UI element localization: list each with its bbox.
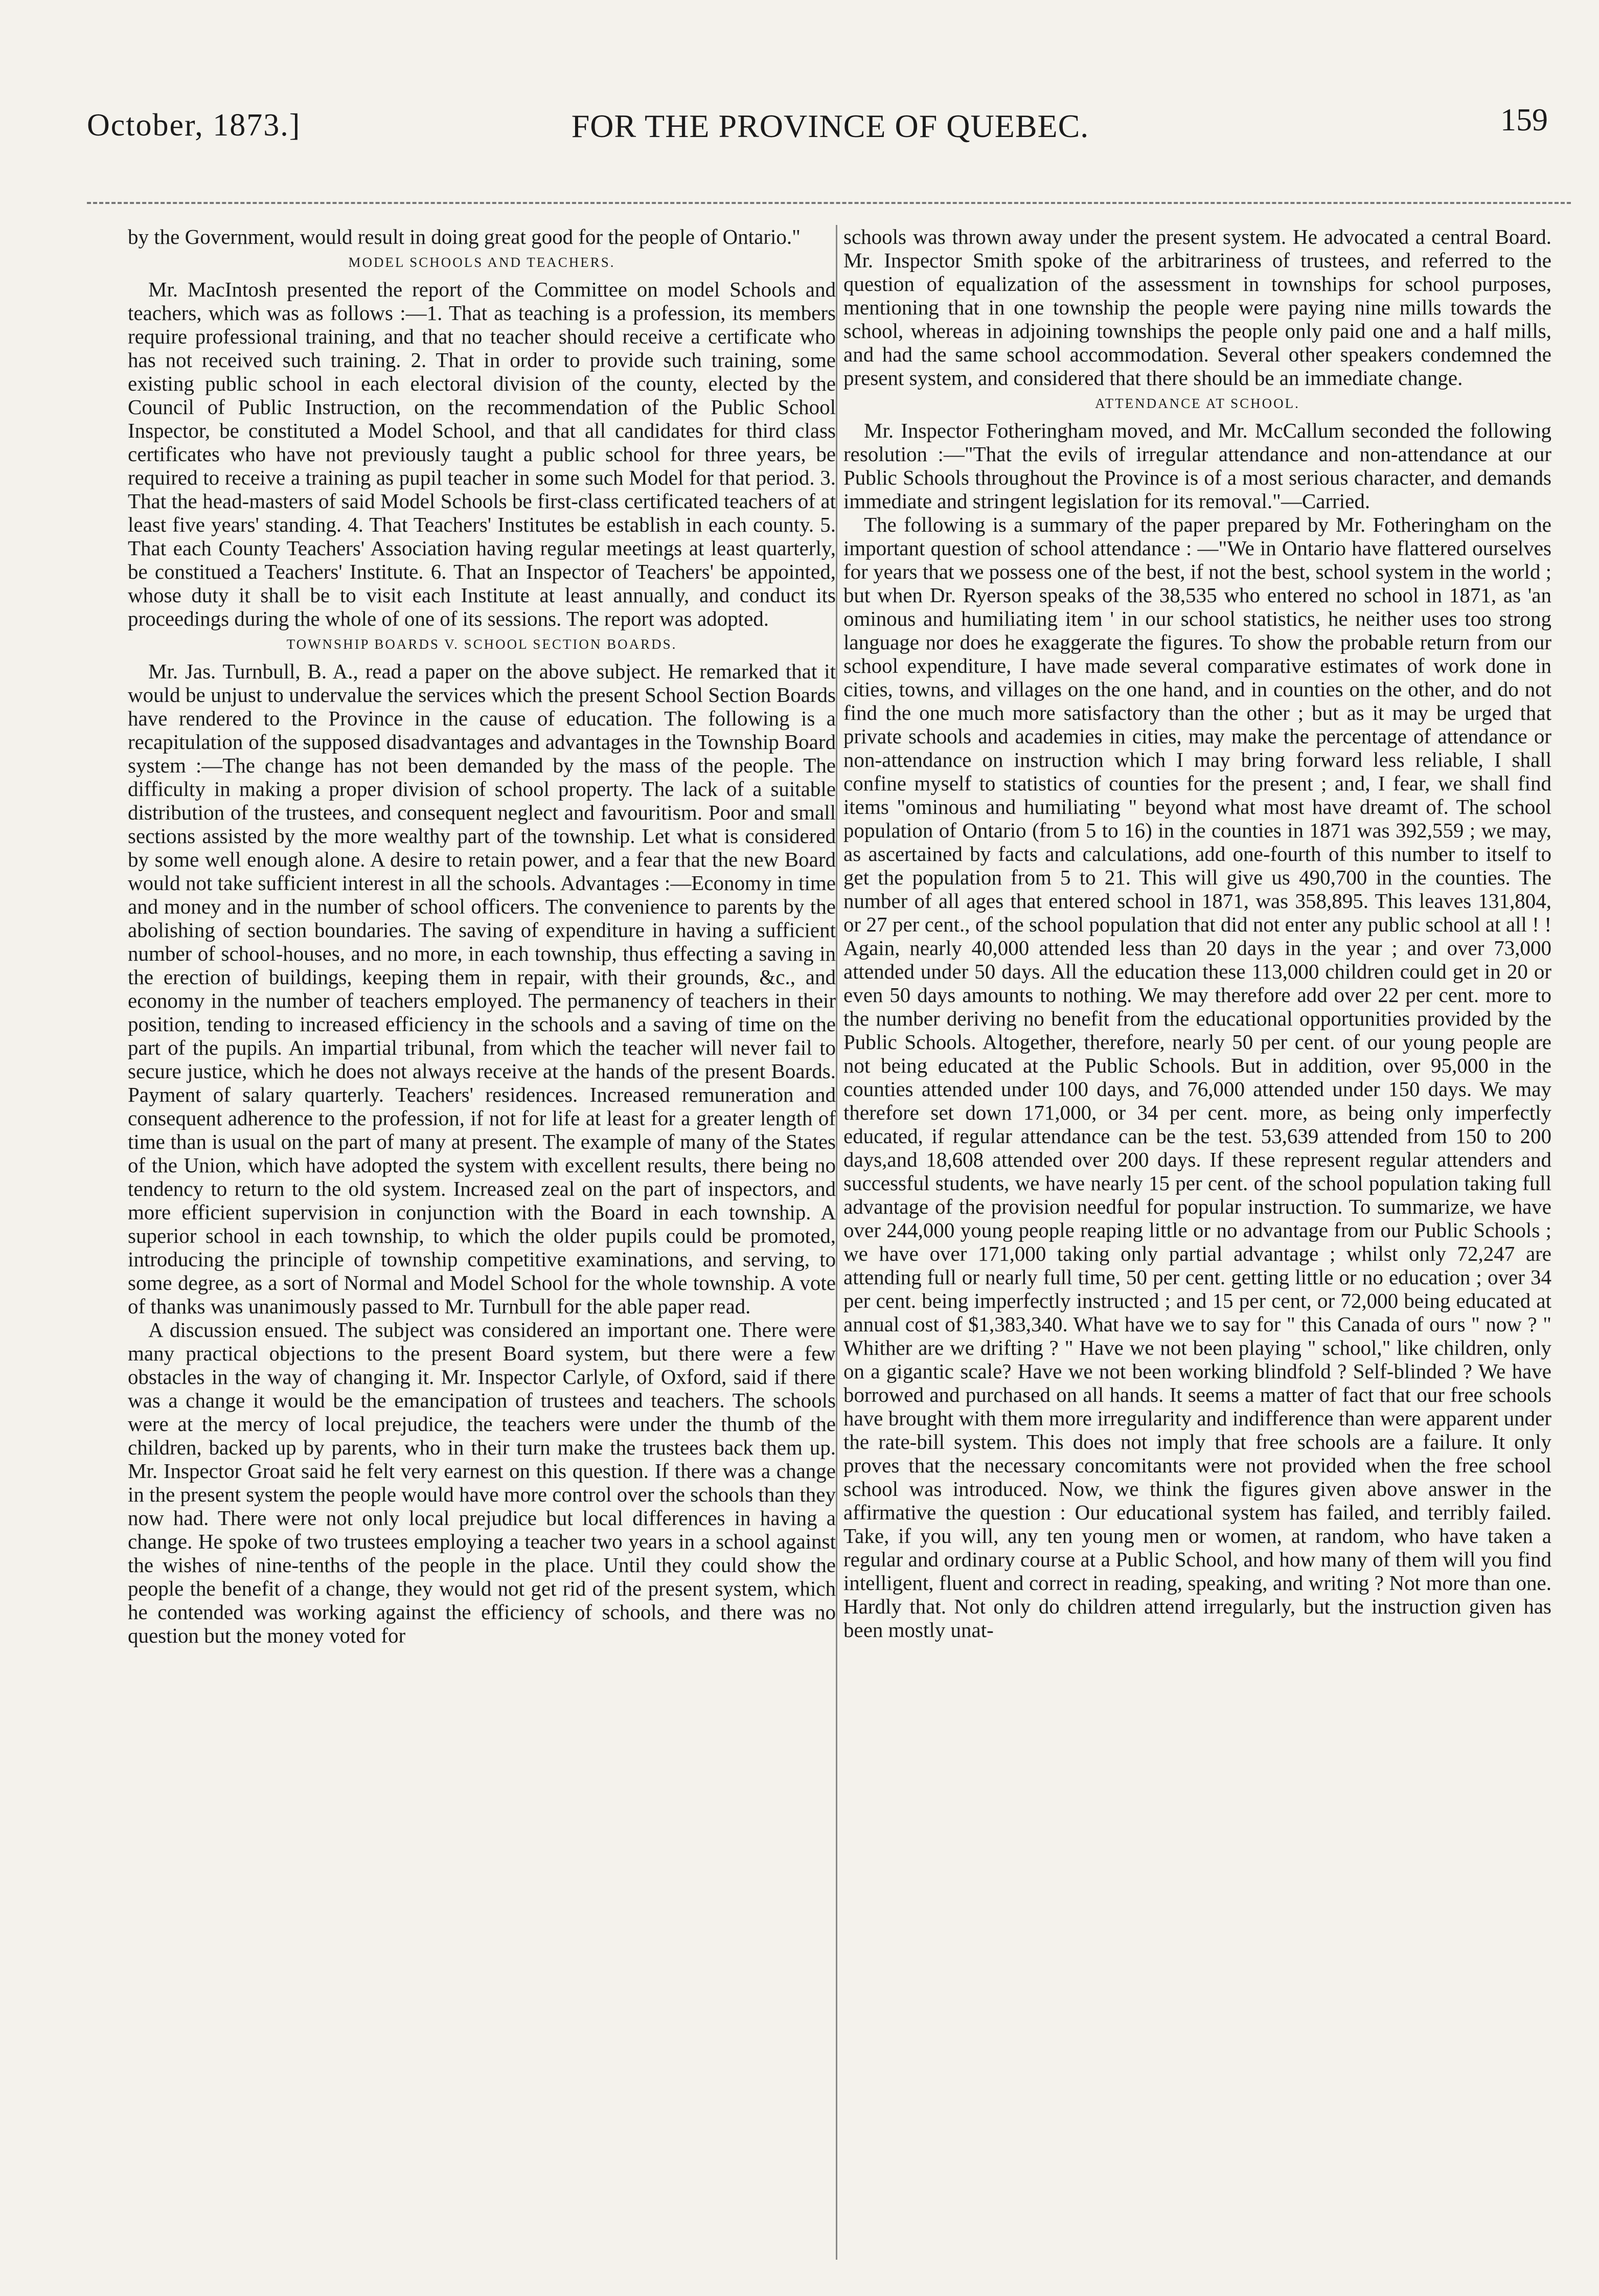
header-rule [87,202,1571,204]
section-heading-attendance: ATTENDANCE AT SCHOOL. [1095,396,1300,411]
page-number: 159 [1500,103,1548,138]
article-columns [128,225,1590,2260]
discussion-paragraph: A discussion ensued. The subject was considered an important one. There were many practical objections to the present Board system, but there were a few obstacles in the way of changing it. Mr. Inspector Carlyle, of Oxford, said if there was a change it would be the emancipation of trustees and teachers. The schools were at the mercy of local prejudice, the teachers were under the thumb of the children, backed up by parents, who in their turn make the trustees back them up. Mr. Inspector Groat said he felt very earnest on this question. If there was a change in the present system the people would have more control over the schools than they now had. There were not only local prejudice but local differences in having a change. He spoke of two trustees employing a teacher two years in a school against the wishes of nine-tenths of the people in the place. Until they could show the people the benefit of a change, they would not get rid of the present system, which he contended was working against the efficiency of schools, and there was no question but the money voted for [128,1318,836,1647]
header-date: October, 1873.] [87,108,301,143]
right-column [843,225,1551,2260]
model-schools-paragraph: Mr. MacIntosh presented the report of the Committee on model Schools and teachers, which was as follows :—1. That as teaching is a profession, its members require professional training, and that no teacher should receive a certificate who has not received such training. 2. That in order to provide such training, some existing public school in each electoral division of the county, elected by the Council of Public Instruction, on the recommendation of the Public School Inspector, be constituted a Model School, and that all candidates for third class certificates who have not previously taught a public school for three years, be required to receive a training as pupil teacher in some such Model for that period. 3. That the head-masters of said Model Schools be first-class certificated teachers of at least five years' standing. 4. That Teachers' Institutes be establish in each county. 5. That each County Teachers' Association having regular meetings at least quarterly, be constitued a Teachers' Institute. 6. That an Inspector of Teachers' be appointed, whose duty it shall be to visit each Institute at least annually, and conduct its proceedings during the whole of one of its sessions. The report was adopted. [128,278,836,630]
left-column [128,225,836,2260]
attendance-summary-paragraph: The following is a summary of the paper prepared by Mr. Fotheringham on the important question of school attendance : —"We in Ontario have flattered ourselves for years that we possess one of the best, if not the best, school system in the world ; but when Dr. Ryerson speaks of the 38,535 who entered no school in 1871, as 'an ominous and humiliating item ' in our school statistics, he neither uses too strong language nor does he exaggerate the figures. To show the probable return from our school expenditure, I have made several comparative estimates of work done in cities, towns, and villages on the one hand, and in counties on the other, and do not find the one much more satisfactory than the other ; but as it may be urged that private schools and academies in cities, may make the percentage of attendance or non-attendance on instruction which I may bring forward less reliable, I shall confine myself to statistics of counties for the present ; and, I fear, we shall find items "ominous and humiliating " beyond what most have dreamt of. The school population of Ontario (from 5 to 16) in the counties in 1871 was 392,559 ; we may, as ascertained by facts and calculations, add one-fourth of this number to itself to get the population from 5 to 21. This will give us 490,700 in the counties. The number of all ages that entered school in 1871, was 358,895. This leaves 131,804, or 27 per cent., of the school population that did not enter any public school at all ! ! Again, nearly 40,000 attended less than 20 days in the year ; and over 73,000 attended under 50 days. All the education these 113,000 children could get in 20 or even 50 days amounts to nothing. We may therefore add over 22 per cent. more to the number deriving no benefit from the educational opportunities provided by the Public Schools. Altogether, therefore, nearly 50 per cent. of our young people are not being educated at the Public Schools. But in addition, over 95,000 in the counties attended under 100 days, and 76,000 attended under 150 days. We may therefore set down 171,000, or 34 per cent. more, as being only imperfectly educated, if regular attendance can be the test. 53,639 attended from 150 to 200 days,and 18,608 attended over 200 days. If these represent regular attenders and successful students, we have nearly 15 per cent. of the school population taking full advantage of the provision needful for popular instruction. To summarize, we have over 244,000 young people reaping little or no advantage from our Public Schools ; we have over 171,000 taking only partial advantage ; whilst only 72,247 are attending full or nearly full time, 50 per cent. getting little or no education ; over 34 per cent. being imperfectly instructed ; and 15 per cent, or 72,000 being educated at annual cost of $1,383,340. What have we to say for " this Canada of ours " now ? " Whither are we drifting ? " Have we not been playing " school," like children, only on a gigantic scale? Have we not been working blindfold ? Self-blinded ? We have borrowed and purchased on all hands. It seems a matter of fact that our free schools have brought with them more irregularity and indifference than were apparent under the rate-bill system. This does not imply that free schools are a failure. It only proves that the necessary concomitants were not provided when the free school school was introduced. Now, we think the figures given above answer in the affirmative the question : Our educational system has failed, and terribly failed. Take, if you will, any ten young men or women, at random, who have taken a regular and ordinary course at a Public School, and how many of them will you find intelligent, fluent and correct in reading, speaking, and writing ? Not more than one. Hardly that. Not only do children attend irregularly, but the instruction given has been mostly unat- [843,513,1551,1642]
header-title: FOR THE PROVINCE OF QUEBEC. [571,108,1089,144]
section-heading-model-schools: MODEL SCHOOLS AND TEACHERS. [348,255,615,270]
township-boards-paragraph: Mr. Jas. Turnbull, B. A., read a paper on the above subject. He remarked that it would be unjust to undervalue the services which the present School Section Boards have rendered to the Province in the cause of education. The following is a recapitulation of the supposed disadvantages and advantages in the Township Board system :—The change has not been demanded by the mass of the people. The difficulty in making a proper division of school property. The lack of a suitable distribution of the trustees, and consequent neglect and favouritism. Poor and small sections assisted by the more wealthy part of the township. Let what is considered by some well enough alone. A desire to retain power, and a fear that the new Board would not take sufficient interest in all the schools. Advantages :—Economy in time and money and in the number of school officers. The convenience to parents by the abolishing of section boundaries. The saving of expenditure in having a sufficient number of school-houses, and no more, in each township, thus effecting a saving in the erection of buildings, keeping them in repair, with their grounds, &c., and economy in the number of teachers employed. The permanency of teachers in their position, tending to increased efficiency in the schools and a saving of time on the part of the pupils. An impartial tribunal, from which the teacher will never fail to secure justice, which he does not always receive at the hands of the present Boards. Payment of salary quarterly. Teachers' residences. Increased remuneration and consequent adherence to the profession, if not for life at least for a greater length of time than is usual on the part of many at present. The example of many of the States of the Union, which have adopted the system with excellent results, there being no tendency to return to the old system. Increased zeal on the part of inspectors, and more efficient supervision in conjunction with the Board in each township. A superior school in each township, to which the older pupils could be promoted, introducing the principle of township competitive examinations, and serving, to some degree, as a sort of Normal and Model School for the whole township. A vote of thanks was unanimously passed to Mr. Turnbull for the able paper read. [128,660,836,1318]
attendance-resolution-paragraph: Mr. Inspector Fotheringham moved, and Mr. McCallum seconded the following resolution :—"That the evils of irregular attendance and non-attendance at our Public Schools throughout the Province is of a most serious character, and demands immediate and stringent legislation for its removal."—Carried. [843,419,1551,513]
section-heading-township-boards: TOWNSHIP BOARDS V. SCHOOL SECTION BOARDS. [286,636,677,652]
continuation-paragraph: schools was thrown away under the present system. He advocated a central Board. Mr. Inspector Smith spoke of the arbitrariness of trustees, and referred to the question of equalization of the assessment in townships for school purposes, mentioning that in one township the people were paying nine mills towards the school, whereas in adjoining townships the people only paid one and a half mills, and had the same school accommodation. Several other speakers condemned the present system, and considered that there should be an immediate change. [843,225,1551,390]
intro-paragraph: by the Government, would result in doing great good for the people of Ontario." [128,225,801,248]
page-header [87,102,1573,158]
column-divider [836,225,837,2260]
